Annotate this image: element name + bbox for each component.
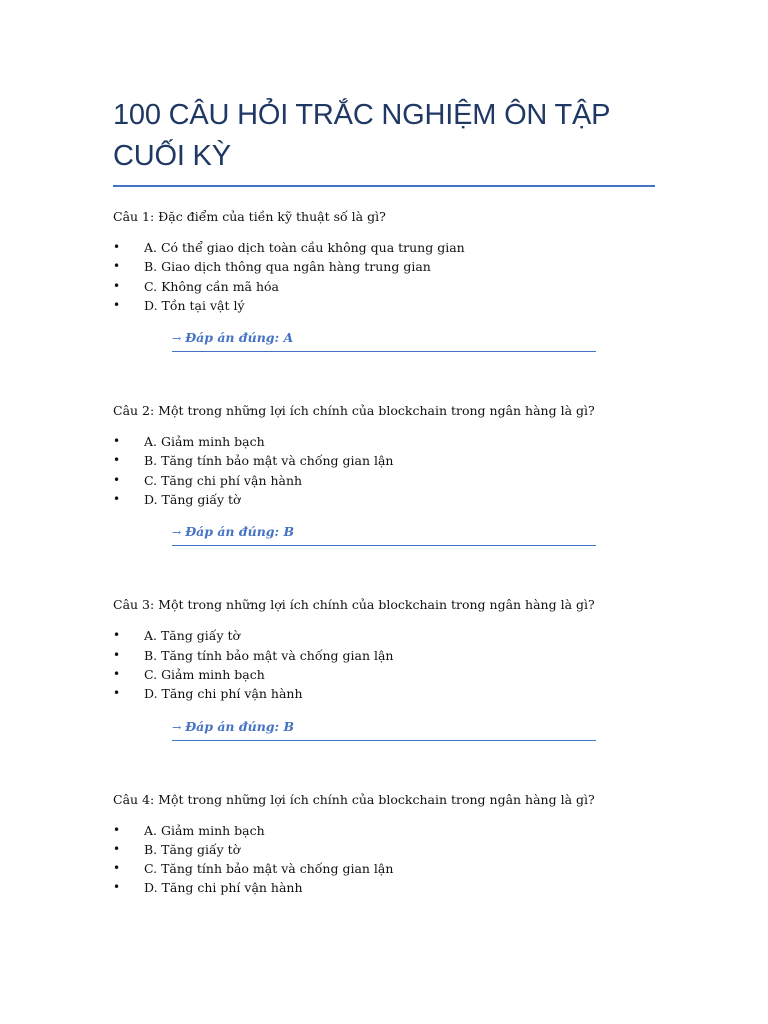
bullet-icon: • <box>113 647 121 662</box>
bullet-icon: • <box>113 628 121 643</box>
question-text: Câu 4: Một trong những lợi ích chính của blockchain trong ngân hàng là gì? <box>113 791 595 807</box>
question-text: Câu 3: Một trong những lợi ích chính của blockchain trong ngân hàng là gì? <box>113 597 595 613</box>
title-underline <box>113 185 655 187</box>
arrow-right-icon: → <box>172 526 182 540</box>
option-c <box>113 665 655 684</box>
option-a <box>113 626 655 645</box>
option-label: B. Tăng giấy tờ <box>144 841 241 857</box>
option-label: C. Giảm minh bạch <box>144 666 265 682</box>
option-label: D. Tăng chi phí vận hành <box>144 880 303 896</box>
bullet-icon: • <box>113 434 121 449</box>
option-a <box>113 821 655 840</box>
option-label: A. Tăng giấy tờ <box>144 628 241 644</box>
option-c <box>113 471 655 490</box>
options-list <box>113 238 655 315</box>
bullet-icon: • <box>113 472 121 487</box>
options-list <box>113 432 655 509</box>
bullet-icon: • <box>113 861 121 876</box>
option-label: B. Tăng tính bảo mật và chống gian lận <box>144 453 394 469</box>
bullet-icon: • <box>113 666 121 681</box>
question-1 <box>113 207 655 352</box>
document-page <box>113 0 655 898</box>
bullet-icon: • <box>113 278 121 293</box>
bullet-icon: • <box>113 453 121 468</box>
answer-line <box>172 328 596 352</box>
option-label: D. Tồn tại vật lý <box>144 297 245 313</box>
answer-text: Đáp án đúng: B <box>185 524 295 540</box>
option-b <box>113 257 655 276</box>
option-a <box>113 238 655 257</box>
option-label: B. Giao dịch thông qua ngân hàng trung gian <box>144 259 431 275</box>
document-title: 100 CÂU HỎI TRẮC NGHIỆM ÔN TẬP CUỐI KỲ <box>113 99 610 172</box>
bullet-icon: • <box>113 841 121 856</box>
question-2 <box>113 401 655 546</box>
answer-text: Đáp án đúng: A <box>185 330 294 346</box>
arrow-right-icon: → <box>172 720 182 734</box>
option-label: C. Không cần mã hóa <box>144 278 279 294</box>
option-label: D. Tăng chi phí vận hành <box>144 686 303 702</box>
option-label: A. Giảm minh bạch <box>144 822 265 838</box>
options-list <box>113 626 655 703</box>
answer-line <box>172 717 596 741</box>
option-label: C. Tăng tính bảo mật và chống gian lận <box>144 861 394 877</box>
question-text: Câu 1: Đặc điểm của tiền kỹ thuật số là gì? <box>113 209 386 224</box>
bullet-icon: • <box>113 259 121 274</box>
option-d <box>113 684 655 703</box>
option-a <box>113 432 655 451</box>
option-c <box>113 277 655 296</box>
option-label: B. Tăng tính bảo mật và chống gian lận <box>144 647 394 663</box>
question-4 <box>113 790 655 898</box>
option-b <box>113 451 655 470</box>
options-list <box>113 821 655 898</box>
bullet-icon: • <box>113 492 121 507</box>
option-label: A. Có thể giao dịch toàn cầu không qua trung gian <box>144 240 465 255</box>
question-text: Câu 2: Một trong những lợi ích chính của blockchain trong ngân hàng là gì? <box>113 403 595 419</box>
answer-line <box>172 522 596 546</box>
option-label: C. Tăng chi phí vận hành <box>144 472 303 488</box>
bullet-icon: • <box>113 880 121 895</box>
bullet-icon: • <box>113 297 121 312</box>
option-d <box>113 490 655 509</box>
option-label: A. Giảm minh bạch <box>144 434 265 450</box>
option-label: D. Tăng giấy tờ <box>144 492 241 508</box>
option-d <box>113 296 655 315</box>
bullet-icon: • <box>113 822 121 837</box>
bullet-icon: • <box>113 240 121 254</box>
option-c <box>113 859 655 878</box>
question-3 <box>113 595 655 740</box>
arrow-right-icon: → <box>172 332 182 346</box>
option-b <box>113 840 655 859</box>
bullet-icon: • <box>113 686 121 701</box>
option-d <box>113 878 655 897</box>
answer-text: Đáp án đúng: B <box>185 718 295 734</box>
option-b <box>113 646 655 665</box>
